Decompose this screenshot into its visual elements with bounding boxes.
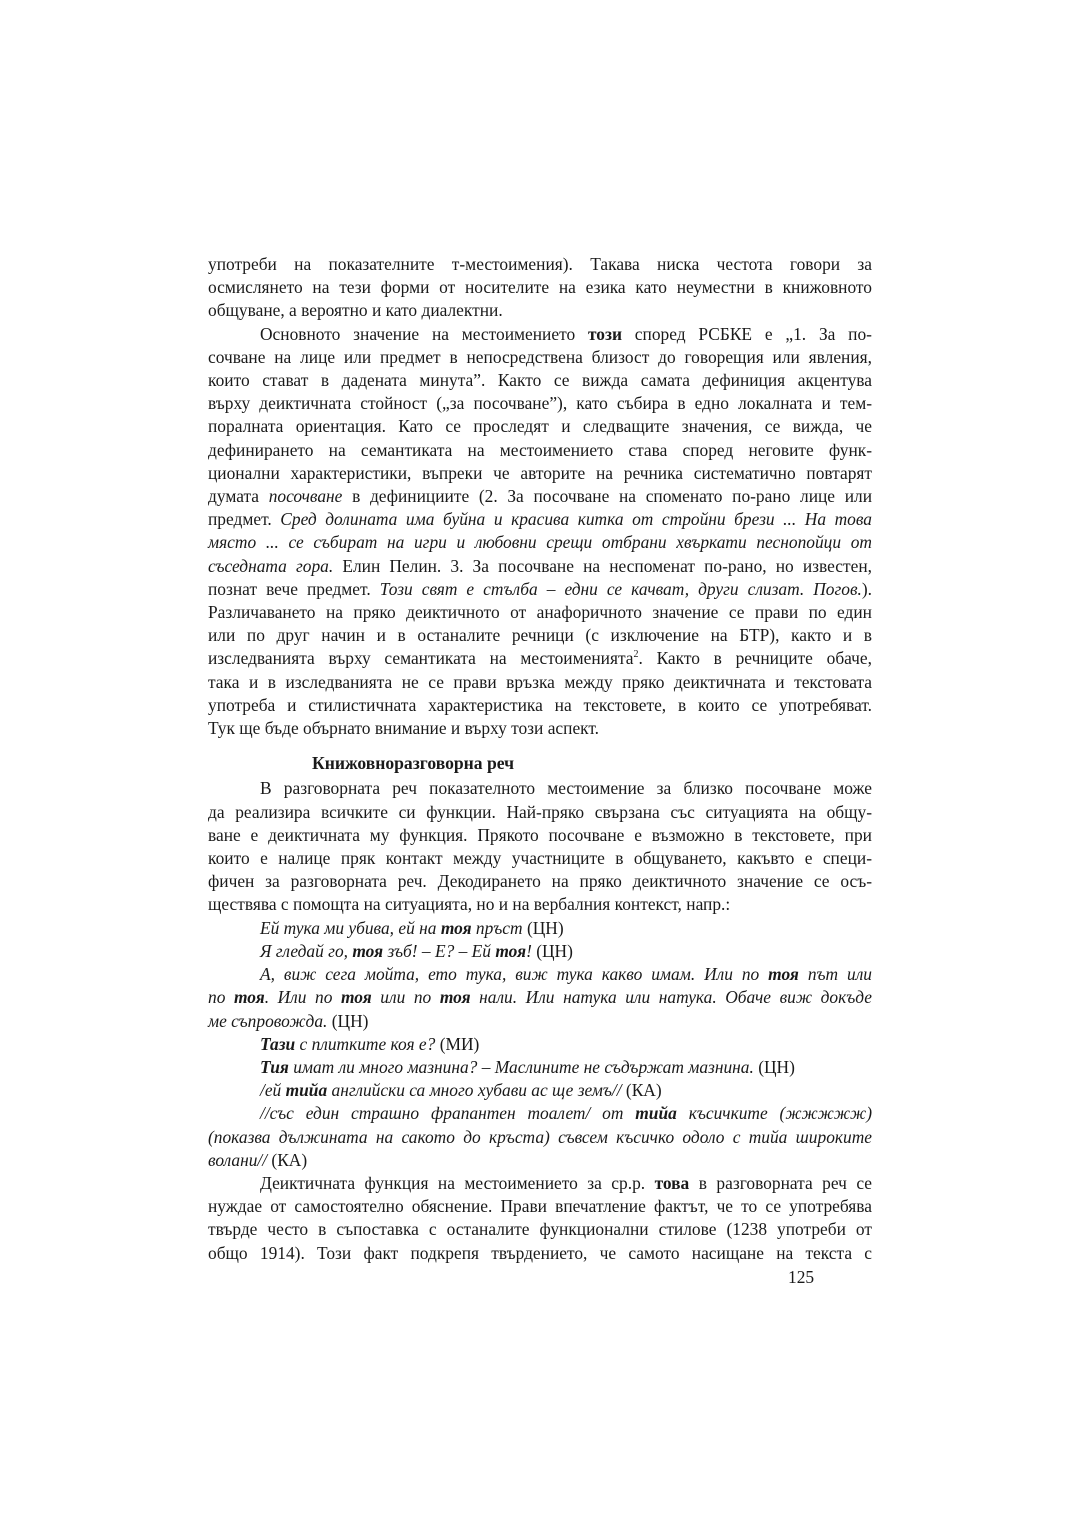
source-tag: (КА) (621, 1080, 662, 1101)
text-line: поралната ориентация. Като се проследят и следващите значения, се вижда, че (208, 416, 872, 437)
footnote-marker: 2 (633, 649, 639, 661)
example-line: Тази с плитките коя е? (МИ) (260, 1033, 480, 1054)
text-line: фичен за разговорната реч. Декодирането на пряко деиктичното значение се осъ- (208, 871, 872, 892)
text-line: които стават в дадената минута”. Както се вижда самата дефиниция акцентува (208, 370, 872, 391)
example-line: Ей тука ми убива, ей на тоя пръст (ЦН) (260, 917, 564, 938)
bold-term: Тия (260, 1056, 289, 1077)
bold-term: тоя (495, 940, 527, 961)
text-line: изследванията върху семантиката на местоименията$^2$. Както в речниците обаче, (208, 648, 872, 669)
text-line: употреба и стилистичната характеристика на текстовете, в които се употребяват. (208, 694, 872, 715)
text-line: съседната гора. Елин Пелин. 3. За посочване на неспоменат по-рано, но известен, (208, 555, 872, 576)
text-line: ване е деиктичната му функция. Прякото посочване е възможно в текстовете, при (208, 824, 872, 845)
text-line: познат вече предмет. Този свят е стълба – едни се качват, други слизат. Погов.). (208, 578, 872, 599)
paragraph (208, 777, 872, 916)
example-line: волани// (КА) (208, 1149, 308, 1170)
italic-quote: Този свят е стълба – едни се качват, други слизат. Погов. (379, 578, 862, 599)
text-line: ционални характеристики, въпреки че авторите на речника систематично повтарят (208, 462, 872, 483)
example-line: /ей тийа английски са много хубави ас ще земъ// (КА) (260, 1080, 662, 1101)
bold-term: тоя (352, 940, 384, 961)
text-line: твърде често в съпоставка с останалите функционални стилове (1238 употреби от (208, 1219, 872, 1240)
text-line: общуване, а вероятно и като диалектни. (208, 300, 503, 321)
example-line: Я гледай го, тоя зъб! – Е? – Ей тоя! (ЦН) (260, 940, 573, 961)
text-line (208, 531, 872, 554)
section-heading: Книжовноразговорна реч (312, 753, 515, 774)
bold-term: Тази (260, 1033, 296, 1054)
text-line: Деиктичната функция на местоимението за ср.р. това в разговорната реч се (260, 1172, 873, 1193)
source-tag: (ЦН) (753, 1056, 795, 1077)
page-body (208, 253, 872, 1265)
text-line: върху деиктичната стойност („за посочване”), като събира в едно локалната и тем- (208, 393, 872, 414)
bold-term: тийа (635, 1103, 677, 1124)
paragraph (208, 253, 872, 323)
text-line: Различаването на пряко деиктичното от анафоричното значение се прави по един (208, 602, 872, 623)
italic-term: посочване (268, 486, 343, 507)
example-line: Тия имат ли много мазнина? – Маслините не съдържат мазнина. (ЦН) (260, 1056, 795, 1077)
example-line: ме съпровожда. (ЦН) (208, 1010, 369, 1031)
paragraph (208, 323, 872, 741)
source-tag: (МИ) (435, 1033, 480, 1054)
text-line: В разговорната реч показателното местоимение за близко посочване може (260, 778, 872, 799)
source-tag: (КА) (267, 1149, 308, 1170)
bold-term: тоя (341, 987, 372, 1008)
example-line: (показва дължината на сакото до кръста) съвсем късичко одоло с тийа широките (208, 1126, 872, 1147)
text-line: сочване на лице или предмет в непосредствена близост до говорещия или явления, (208, 346, 872, 367)
text-line: дефинирането на семантиката на местоимението става според неговите функ- (208, 439, 872, 460)
paragraph (208, 1172, 872, 1265)
text-line: общо 1914). Този факт подкрепя твърдението, че самото насищане на текста с (208, 1242, 872, 1263)
text-line: Тук ще бъде обърнато внимание и върху този аспект. (208, 718, 600, 739)
source-tag: (ЦН) (531, 940, 573, 961)
bold-term: тоя (768, 964, 799, 985)
text-line: така и в изследванията не се прави връзка между пряко деиктичната и текстовата (208, 671, 872, 692)
text-line: осмислянето на тези форми от носителите на езика като неуместни в книжовното (208, 277, 872, 298)
text-line: или по друг начин и в останалите речници (с изключение на БТР), както и в (208, 625, 872, 646)
text-line: които е налице пряк контакт между участниците в общуването, какъвто е специ- (208, 848, 872, 869)
bold-term: тоя (440, 917, 472, 938)
example-line: //със един страшно фрапантен тоалет/ от тийа късичките (жжжжж) (260, 1103, 872, 1124)
source-tag: (ЦН) (522, 917, 564, 938)
bold-term: този (587, 323, 622, 344)
italic-quote: Сред долината има буйна и красива китка от стройни брези ... На това (280, 509, 872, 530)
italic-quote: място ... се събират на игри и любовни срещи отбрани хвъркати песнопойци от (208, 532, 872, 553)
bold-term: това (654, 1172, 690, 1193)
bold-term: тоя (233, 987, 265, 1008)
source-tag: (ЦН) (327, 1010, 369, 1031)
text-line: предмет. Сред долината има буйна и красива китка от стройни брези ... На това (208, 509, 872, 530)
italic-quote: съседната гора. (208, 555, 334, 576)
text-line: Основното значение на местоимението този според РСБКЕ е „1. За по- (260, 323, 872, 344)
bold-term: тоя (439, 987, 471, 1008)
example-line: по тоя. Или по тоя или по тоя нали. Или натука или натука. Обаче виж докъде (208, 987, 872, 1008)
page-number: 125 (788, 1267, 815, 1287)
example-line: А, виж сега мойта, ето тука, виж тука какво имам. Или по тоя път или (260, 964, 872, 985)
text-line: ществява с помощта на ситуацията, но и на вербалния контекст, напр.: (208, 894, 731, 915)
text-line: употреби на показателните т-местоимения). Такава ниска честота говори за (208, 254, 872, 274)
text-line: нуждае от самостоятелно обяснение. Прави впечатление фактът, че то се употребява (208, 1196, 872, 1217)
bold-term: тийа (285, 1080, 328, 1101)
text-line: да реализира всичките си функции. Най-пряко свързана със ситуацията на общу- (208, 801, 872, 822)
example-list (208, 917, 872, 1172)
text-line: думата посочване в дефинициите (2. За посочване на споменато по-рано лице или (208, 486, 872, 507)
